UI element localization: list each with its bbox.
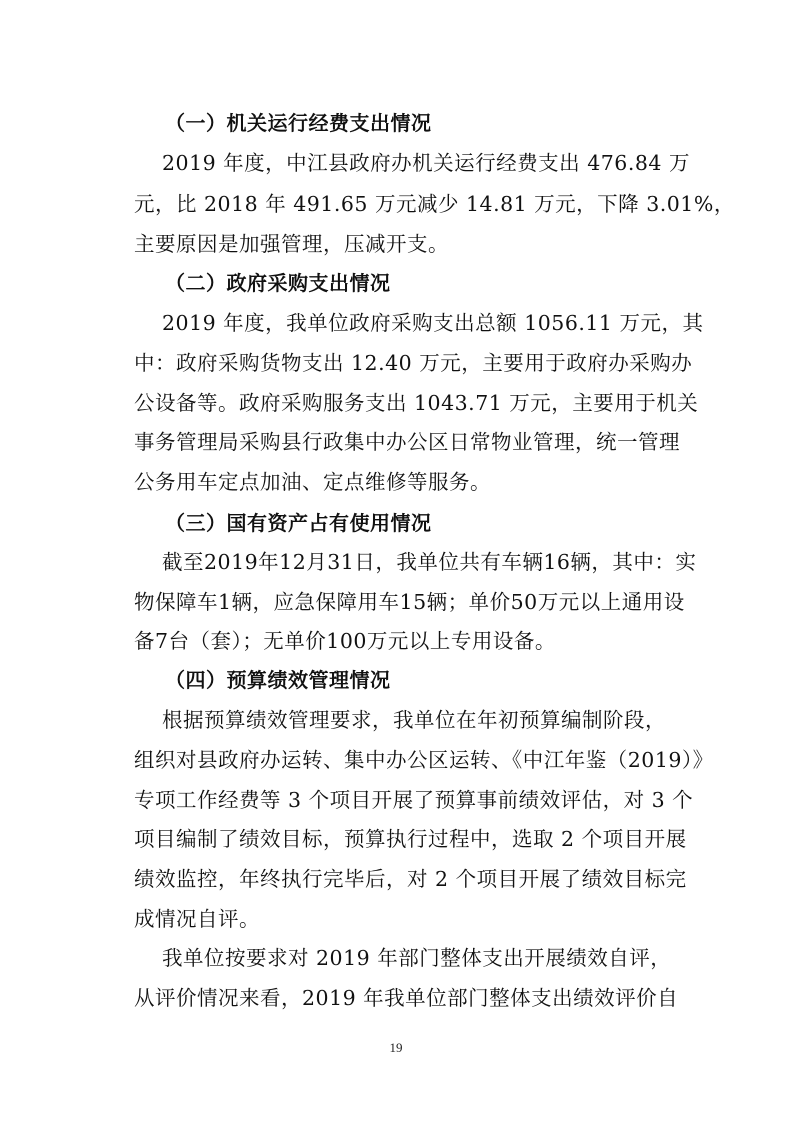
paragraph-line: 2019 年度，中江县政府办机关运行经费支出 476.84 万 — [162, 151, 690, 175]
paragraph-line: 物保障车1辆，应急保障用车15辆；单价50万元以上通用设 — [134, 590, 685, 614]
paragraph-line: 2019 年度，我单位政府采购支出总额 1056.11 万元，其 — [162, 311, 704, 335]
section-heading-4: （四）预算绩效管理情况 — [165, 668, 391, 692]
section-heading-1: （一）机关运行经费支出情况 — [165, 111, 432, 135]
paragraph-line: 项目编制了绩效目标，预算执行过程中，选取 2 个项目开展 — [134, 827, 687, 851]
paragraph-line: 主要原因是加强管理，压减开支。 — [134, 232, 449, 256]
paragraph-line: 绩效监控，年终执行完毕后，对 2 个项目开展了绩效目标完 — [134, 867, 687, 891]
paragraph-line: 备7台（套）；无单价100万元以上专用设备。 — [134, 629, 556, 653]
paragraph-line: 根据预算绩效管理要求，我单位在年初预算编制阶段， — [162, 708, 666, 732]
paragraph-line: 元，比 2018 年 491.65 万元减少 14.81 万元，下降 3.01%， — [134, 192, 735, 216]
paragraph-line: 组织对县政府办运转、集中办公区运转、《中江年鉴（2019）》 — [134, 748, 714, 772]
paragraph-line: 公务用车定点加油、定点维修等服务。 — [134, 470, 491, 494]
section-heading-2: （二）政府采购支出情况 — [165, 271, 391, 295]
paragraph-line: 中：政府采购货物支出 12.40 万元，主要用于政府办采购办 — [134, 351, 693, 375]
section-heading-3: （三）国有资产占有使用情况 — [165, 511, 432, 535]
paragraph-line: 我单位按要求对 2019 年部门整体支出开展绩效自评， — [162, 946, 672, 970]
paragraph-line: 截至2019年12月31日，我单位共有车辆16辆，其中：实 — [162, 550, 697, 574]
paragraph-line: 事务管理局采购县行政集中办公区日常物业管理，统一管理 — [134, 430, 680, 454]
paragraph-line: 成情况自评。 — [134, 907, 260, 931]
paragraph-line: 从评价情况来看，2019 年我单位部门整体支出绩效评价自 — [134, 986, 679, 1010]
page-number: 19 — [389, 1040, 403, 1055]
paragraph-line: 专项工作经费等 3 个项目开展了预算事前绩效评估，对 3 个 — [134, 788, 694, 812]
paragraph-line: 公设备等。政府采购服务支出 1043.71 万元，主要用于机关 — [134, 391, 699, 415]
